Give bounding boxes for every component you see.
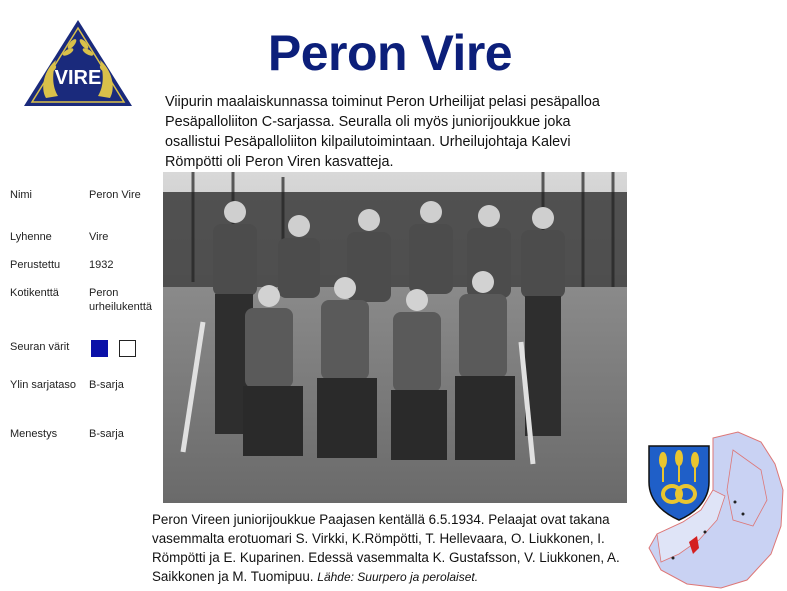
- color-swatch-blue: [91, 340, 108, 357]
- fact-value: Vire: [89, 231, 109, 243]
- logo-text: VIRE: [54, 67, 102, 89]
- caption-source: Lähde: Suurpero ja perolaiset.: [317, 570, 479, 584]
- fact-label: Perustettu: [10, 259, 61, 271]
- fact-value: B-sarja: [89, 428, 124, 440]
- team-photo: [163, 172, 627, 503]
- fact-value: B-sarja: [89, 379, 124, 391]
- coat-of-arms-icon: [649, 446, 709, 520]
- intro-paragraph: Viipurin maalaiskunnassa toiminut Peron Urheilijat pelasi pesäpalloa Pesäpalloliiton C-sarjassa. Seuralla oli myös juniorijoukkue joka osallistui Pesäpalloliiton kilpailutoimintaan. Urheilujohtaja Kalevi Römpötti oli Peron Viren kasvatteja.: [165, 94, 600, 170]
- caption-text: Peron Vireen juniorijoukkue Paajasen kentällä 6.5.1934. Pelaajat ovat takana vasemmalta erotuomari S. Virkki, K.Römpötti, T. Hellevaara, O. Liukkonen, I. Römpötti ja E. Kuparinen. Edessä vasemmalta K. Gustafsson, V. Liukkonen, A. Saikkonen ja M. Tuomipuu.: [152, 512, 620, 584]
- fact-value: Peron Vire: [89, 189, 141, 201]
- municipality-map: [643, 430, 785, 590]
- fact-label: Lyhenne: [10, 231, 52, 243]
- page-title: Peron Vire: [267, 25, 513, 81]
- color-swatch-white: [119, 340, 136, 357]
- fact-label: Ylin sarjataso: [10, 379, 77, 391]
- club-logo: [22, 18, 134, 108]
- photo-caption: [152, 510, 622, 587]
- fact-label: Seuran värit: [10, 341, 70, 353]
- logo-triangle: [24, 20, 132, 106]
- fact-value: Peron urheilukenttä: [89, 287, 152, 313]
- fact-label: Nimi: [10, 189, 32, 201]
- fact-label: Kotikenttä: [10, 287, 59, 299]
- fact-value: 1932: [89, 259, 114, 271]
- fact-label: Menestys: [10, 428, 58, 440]
